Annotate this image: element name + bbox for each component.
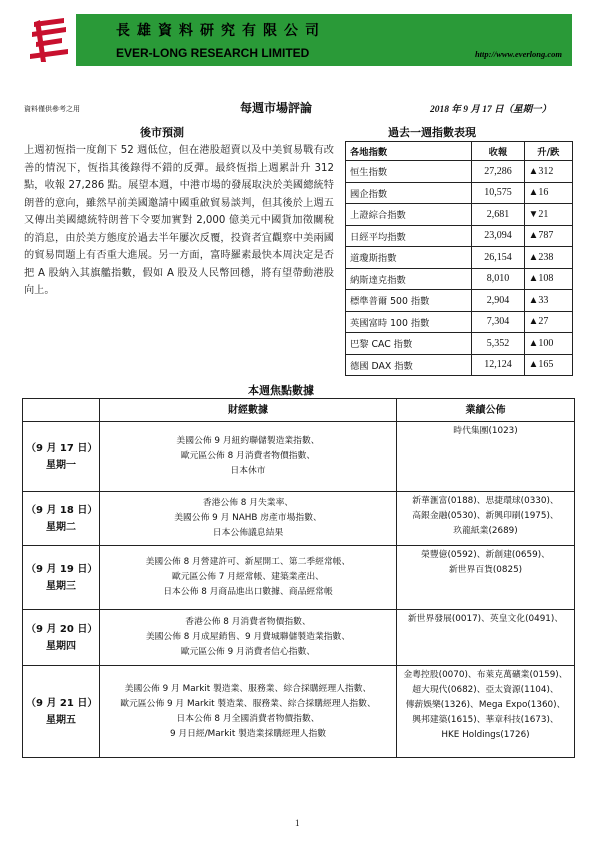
focus-weekday: 星期五 bbox=[46, 714, 76, 726]
focus-date: （9 月 18 日） bbox=[26, 504, 98, 516]
indices-body bbox=[346, 161, 573, 376]
focus-econ bbox=[100, 610, 397, 666]
index-close: 10,575 bbox=[472, 182, 524, 204]
table-row bbox=[346, 311, 573, 333]
focus-results-line: 金粵控股(0070)、布萊克萬礦業(0159)、 bbox=[403, 670, 568, 680]
col-change: 升/跌 bbox=[524, 142, 572, 161]
focus-econ bbox=[100, 546, 397, 610]
col-index-name: 各地指數 bbox=[346, 142, 472, 161]
focus-results bbox=[397, 422, 575, 492]
focus-day bbox=[23, 666, 100, 758]
index-close: 27,286 bbox=[472, 161, 524, 183]
table-row bbox=[23, 610, 575, 666]
focus-econ-line: 日本公佈 8 月全國消費者物價指數、 bbox=[176, 713, 320, 724]
index-change: ▲108 bbox=[524, 268, 572, 290]
index-name: 納斯達克指數 bbox=[346, 268, 472, 290]
table-row bbox=[346, 290, 573, 312]
indices-header-row bbox=[346, 142, 573, 161]
table-row bbox=[346, 247, 573, 269]
table-row bbox=[23, 492, 575, 546]
focus-results bbox=[397, 610, 575, 666]
table-row bbox=[346, 204, 573, 226]
index-close: 7,304 bbox=[472, 311, 524, 333]
index-change: ▲312 bbox=[524, 161, 572, 183]
index-name: 標準普爾 500 指數 bbox=[346, 290, 472, 312]
company-name-zh: 長雄資料研究有限公司 bbox=[116, 23, 326, 39]
col-econ: 財經數據 bbox=[100, 399, 397, 422]
focus-results-line: 興邦建築(1615)、華章科技(1673)、 bbox=[412, 715, 559, 725]
indices-table bbox=[345, 141, 573, 376]
index-change: ▲787 bbox=[524, 225, 572, 247]
focus-results-line: 傳薪娛樂(1326)、Mega Expo(1360)、 bbox=[405, 700, 566, 710]
index-close: 8,010 bbox=[472, 268, 524, 290]
index-change: ▼21 bbox=[524, 204, 572, 226]
index-name: 德國 DAX 指數 bbox=[346, 354, 472, 376]
table-row bbox=[346, 268, 573, 290]
focus-date: （9 月 17 日） bbox=[26, 442, 98, 454]
focus-header-row bbox=[23, 399, 575, 422]
index-name: 英國富時 100 指數 bbox=[346, 311, 472, 333]
table-row bbox=[346, 225, 573, 247]
focus-heading: 本週焦點數據 bbox=[248, 384, 314, 397]
focus-day bbox=[23, 492, 100, 546]
table-row bbox=[346, 182, 573, 204]
focus-weekday: 星期二 bbox=[46, 521, 76, 533]
focus-results-line: 新華滙富(0188)、思捷環球(0330)、 bbox=[412, 496, 559, 506]
focus-date: （9 月 21 日） bbox=[26, 697, 98, 709]
focus-weekday: 星期三 bbox=[46, 580, 76, 592]
index-change: ▲100 bbox=[524, 333, 572, 355]
index-close: 2,904 bbox=[472, 290, 524, 312]
focus-econ bbox=[100, 666, 397, 758]
table-row bbox=[346, 161, 573, 183]
page-number: 1 bbox=[295, 818, 300, 828]
indices-heading: 過去一週指數表現 bbox=[388, 126, 476, 139]
focus-results-line: 高銀金融(0530)、新興印刷(1975)、 bbox=[412, 511, 559, 521]
focus-econ-line: 香港公佈 8 月消費者物價指數、 bbox=[185, 617, 311, 627]
reference-note: 資料僅供參考之用 bbox=[24, 105, 80, 113]
index-close: 2,681 bbox=[472, 204, 524, 226]
index-close: 12,124 bbox=[472, 354, 524, 376]
focus-econ-line: 美國公佈 9 月 Markit 製造業、服務業、綜合採購經理人指數、 bbox=[124, 683, 372, 694]
focus-econ-line: 9 月日經/Markit 製造業採購經理人指數 bbox=[169, 728, 327, 739]
index-close: 5,352 bbox=[472, 333, 524, 355]
focus-day bbox=[23, 546, 100, 610]
index-name: 上證綜合指數 bbox=[346, 204, 472, 226]
page-title: 每週市場評論 bbox=[240, 101, 313, 115]
table-row bbox=[346, 333, 573, 355]
brand-band bbox=[76, 14, 572, 66]
index-close: 23,094 bbox=[472, 225, 524, 247]
index-name: 國企指數 bbox=[346, 182, 472, 204]
index-change: ▲27 bbox=[524, 311, 572, 333]
index-change: ▲16 bbox=[524, 182, 572, 204]
col-day bbox=[23, 399, 100, 422]
table-row bbox=[23, 546, 575, 610]
focus-econ bbox=[100, 422, 397, 492]
page-header bbox=[26, 14, 572, 66]
outlook-heading: 後市預測 bbox=[140, 126, 184, 139]
focus-results-line: 玖龍紙業(2689) bbox=[453, 526, 518, 536]
focus-results bbox=[397, 546, 575, 610]
focus-body bbox=[23, 422, 575, 758]
index-name: 日經平均指數 bbox=[346, 225, 472, 247]
focus-day bbox=[23, 422, 100, 492]
focus-econ-line: 歐元區公佈 8 月消費者物價指數、 bbox=[180, 451, 316, 461]
company-url[interactable]: http://www.everlong.com bbox=[474, 49, 562, 59]
focus-econ-line: 歐元區公佈 9 月 Markit 製造業、服務業、綜合採購經理人指數、 bbox=[120, 698, 376, 709]
focus-results-line: HKE Holdings(1726) bbox=[441, 730, 530, 740]
index-change: ▲165 bbox=[524, 354, 572, 376]
focus-results bbox=[397, 492, 575, 546]
focus-results bbox=[397, 666, 575, 758]
table-row bbox=[346, 354, 573, 376]
report-date: 2018 年 9 月 17 日（星期一） bbox=[430, 105, 552, 115]
outlook-body: 上週初恆指一度創下 52 週低位，但在港股超賣以及中美貿易戰有改善的情況下，恆指其後錄得不錯的反彈。最終恆指上週累計升 312 點，收報 27,286 點。展望本週，中港市場的發展取決於美國總統特朗普的意向，雖然早前美國邀請中國重啟貿易談判，但其後於上週五又傳出美國總統特朗普下令要加實對 2,000 億美元中國貨加徵關稅的消息，由於美方態度於過去半年屢次反覆，投資者宜觀察中美兩國的貿易問題上有否重大進展。另一方面，富時羅素最快本周決定是否把 A 股納入其旗艦指數，假如 A 股及人民幣回穩，將有望帶動港股向上。 bbox=[24, 145, 334, 296]
focus-date: （9 月 20 日） bbox=[26, 623, 98, 635]
company-logo-icon bbox=[26, 14, 74, 66]
focus-econ-line: 日本休市 bbox=[230, 466, 266, 476]
col-close: 收報 bbox=[472, 142, 524, 161]
index-name: 恒生指數 bbox=[346, 161, 472, 183]
index-name: 道瓊斯指數 bbox=[346, 247, 472, 269]
focus-results-line: 超大現代(0682)、亞太資源(1104)、 bbox=[412, 685, 559, 695]
focus-econ bbox=[100, 492, 397, 546]
focus-econ-line: 美國公佈 9 月紐約聯儲製造業指數、 bbox=[176, 436, 320, 446]
focus-weekday: 星期四 bbox=[46, 640, 76, 652]
focus-results-line: 新世界發展(0017)、英皇文化(0491)、 bbox=[407, 614, 564, 624]
table-row bbox=[23, 422, 575, 492]
focus-results-line: 新世界百貨(0825) bbox=[448, 565, 523, 575]
focus-econ-line: 美國公佈 9 月 NAHB 房產市場指數、 bbox=[174, 513, 322, 523]
focus-econ-line: 美國公佈 8 月成屋銷售、9 月費城聯儲製造業指數、 bbox=[145, 632, 351, 642]
focus-day bbox=[23, 610, 100, 666]
focus-econ-line: 歐元區公佈 9 月消費者信心指數、 bbox=[180, 647, 316, 657]
index-close: 26,154 bbox=[472, 247, 524, 269]
company-name-en: EVER-LONG RESEARCH LIMITED bbox=[116, 46, 310, 60]
index-name: 巴黎 CAC 指數 bbox=[346, 333, 472, 355]
col-results: 業績公佈 bbox=[397, 399, 575, 422]
focus-econ-line: 日本公佈議息結果 bbox=[212, 528, 284, 538]
focus-results-line: 時代集團(1023) bbox=[453, 426, 518, 436]
focus-date: （9 月 19 日） bbox=[26, 563, 98, 575]
table-row bbox=[23, 666, 575, 758]
focus-results-line: 榮豐億(0592)、新創建(0659)、 bbox=[421, 550, 550, 560]
focus-econ-line: 日本公佈 8 月商品進出口數據、商品經常帳 bbox=[163, 587, 333, 597]
focus-econ-line: 香港公佈 8 月失業率、 bbox=[202, 498, 294, 508]
index-change: ▲33 bbox=[524, 290, 572, 312]
focus-econ-line: 美國公佈 8 月營建許可、新屋開工、第二季經常帳、 bbox=[145, 557, 351, 567]
focus-table bbox=[22, 398, 575, 758]
index-change: ▲238 bbox=[524, 247, 572, 269]
focus-weekday: 星期一 bbox=[46, 459, 76, 471]
focus-econ-line: 歐元區公佈 7 月經常帳、建築業產出、 bbox=[172, 572, 324, 582]
